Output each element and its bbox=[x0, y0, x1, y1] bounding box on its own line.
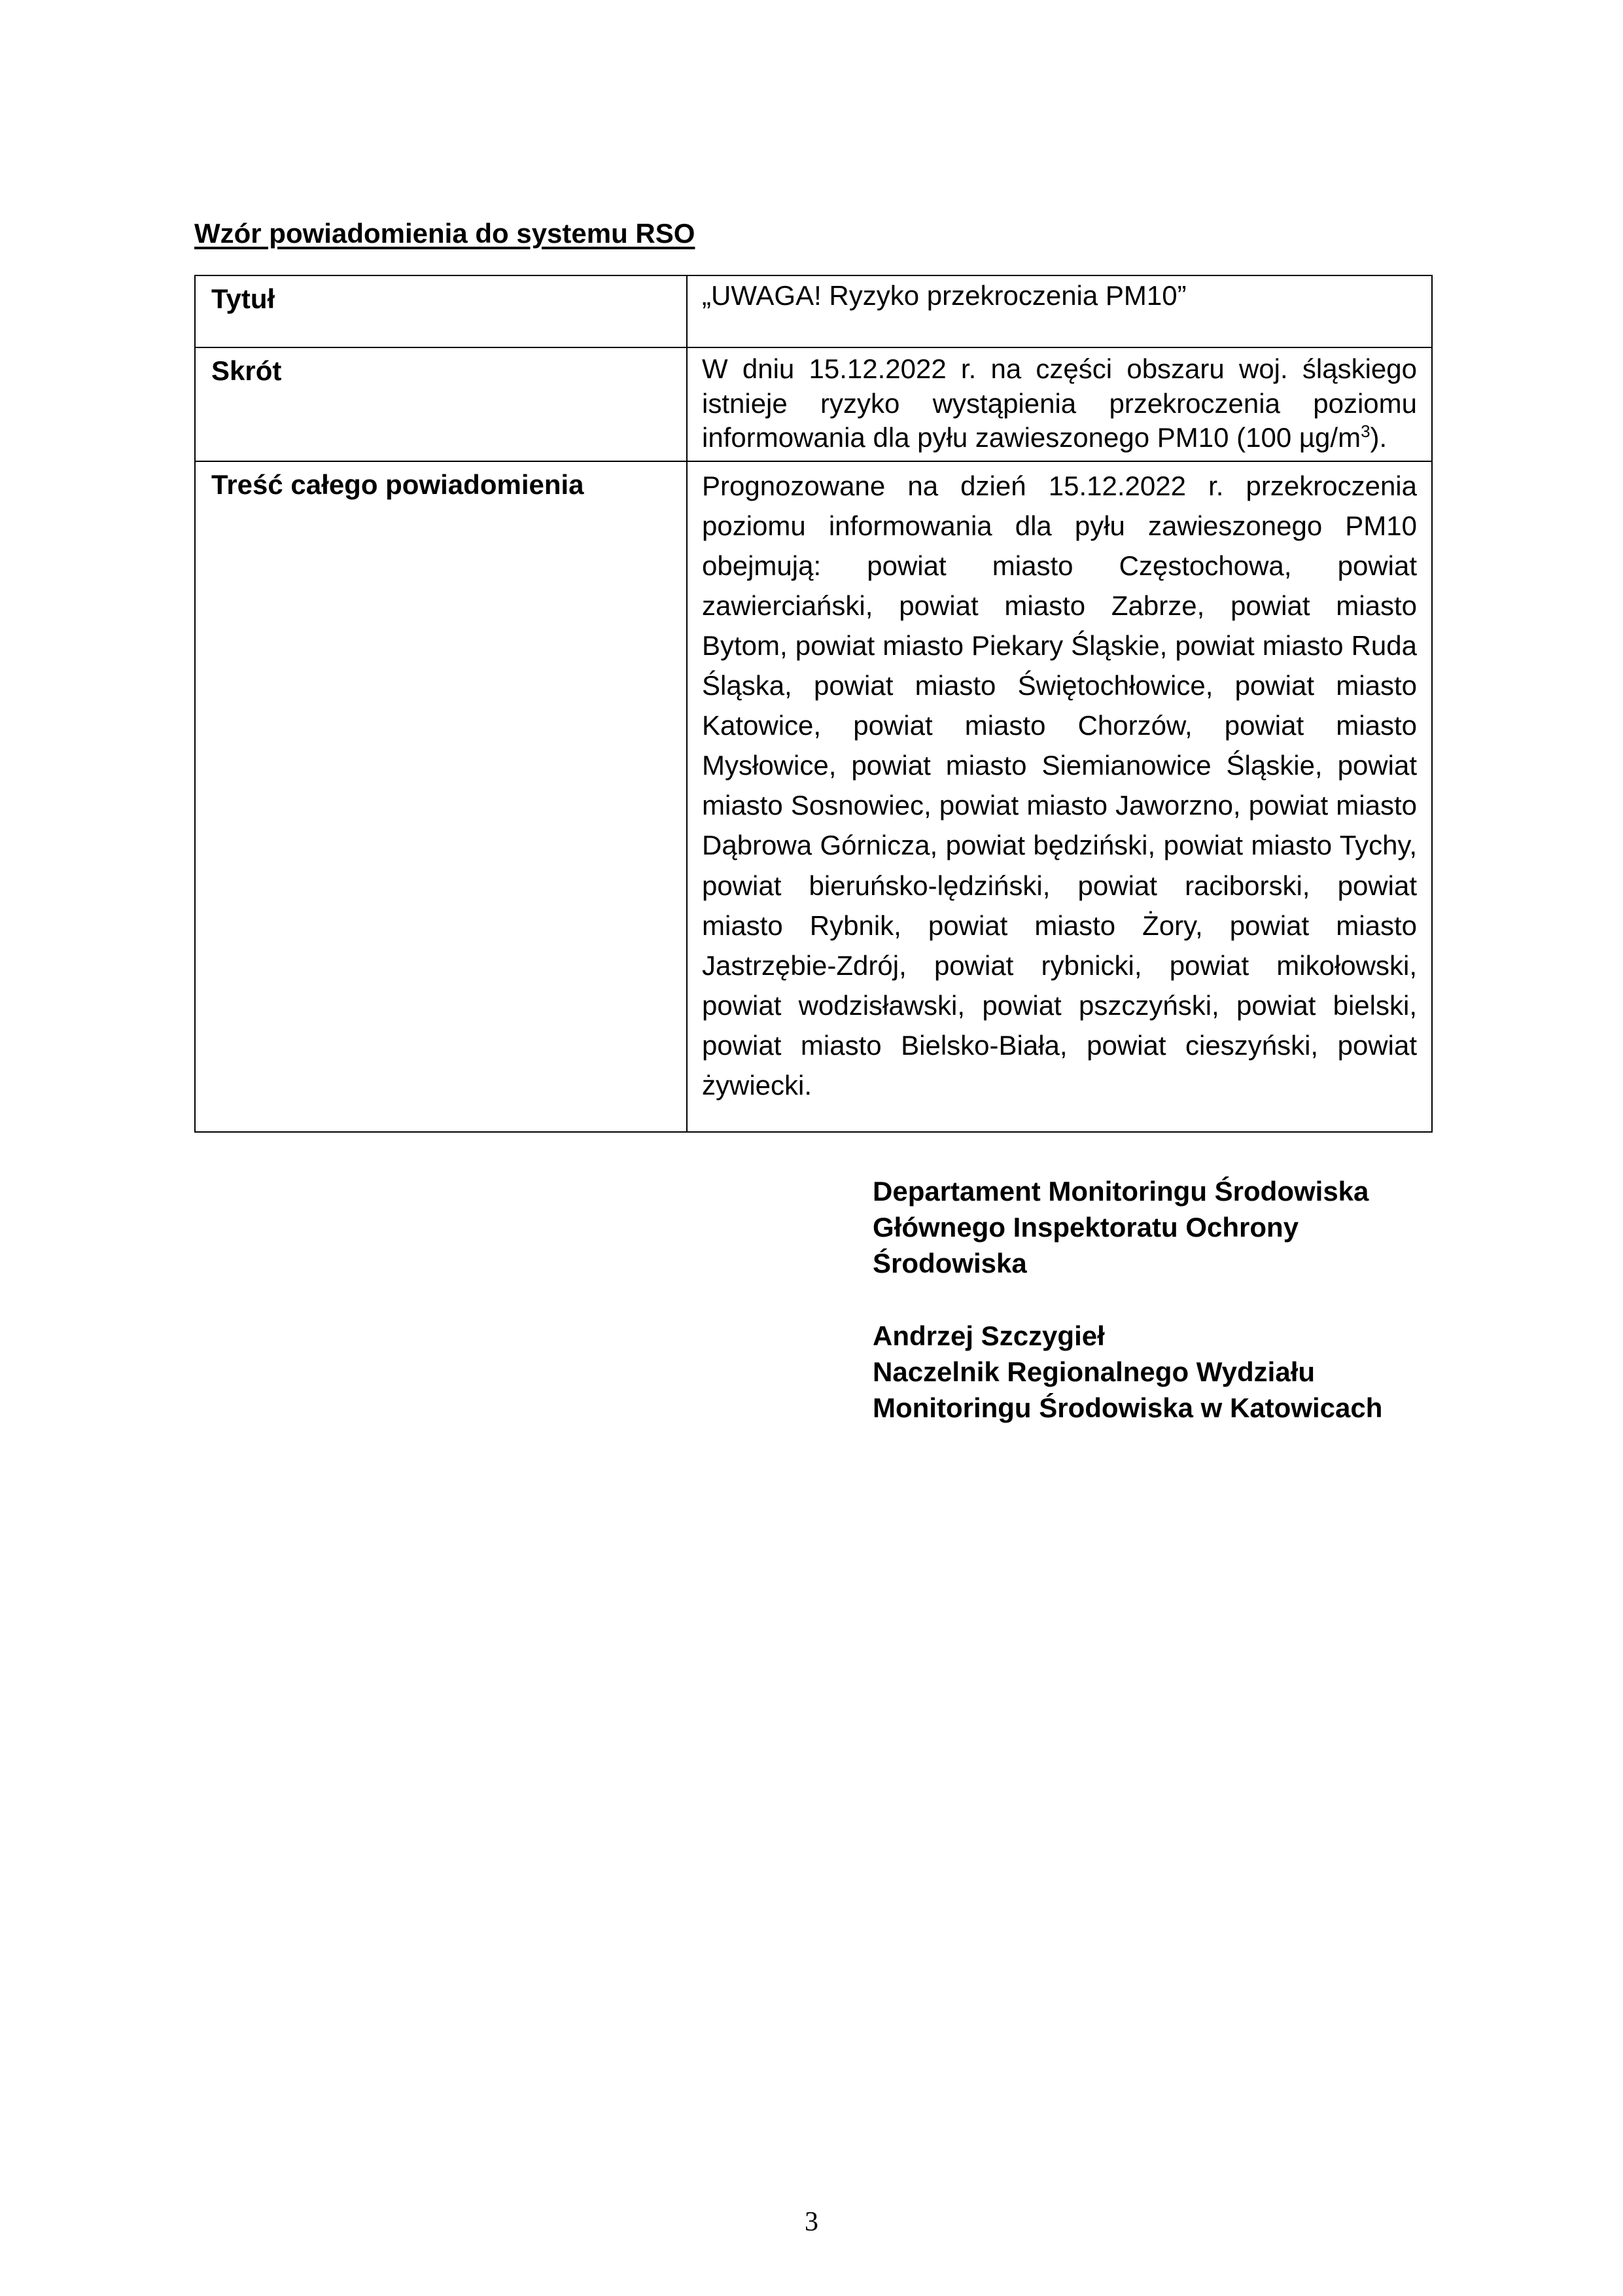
signature-block bbox=[873, 1173, 1382, 1426]
signature-department-line: Środowiska bbox=[873, 1248, 1027, 1279]
row-value-body: Prognozowane na dzień 15.12.2022 r. przekroczenia poziomu informowania dla pyłu zawieszonego PM10 obejmują: powiat miasto Częstochowa, powiat zawierciański, powiat miasto Zabrze, powiat miasto Bytom, powiat miasto Piekary Śląskie, powiat miasto Ruda Śląska, powiat miasto Świętochłowice, powiat miasto Katowice, powiat miasto Chorzów, powiat miasto Mysłowice, powiat miasto Siemianowice Śląskie, powiat miasto Sosnowiec, powiat miasto Jaworzno, powiat miasto Dąbrowa Górnicza, powiat będziński, powiat miasto Tychy, powiat bieruńsko-lędziński, powiat raciborski, powiat miasto Rybnik, powiat miasto Żory, powiat miasto Jastrzębie-Zdrój, powiat rybnicki, powiat mikołowski, powiat wodzisławski, powiat pszczyński, powiat bielski, powiat miasto Bielsko-Biała, powiat cieszyński, powiat żywiecki. bbox=[687, 461, 1432, 1133]
table-row-short bbox=[195, 347, 1432, 461]
row-label-body: Treść całego powiadomienia bbox=[195, 461, 687, 1133]
short-text-end: ). bbox=[1370, 422, 1387, 453]
signature-department-line: Głównego Inspektoratu Ochrony bbox=[873, 1212, 1299, 1243]
document-heading: Wzór powiadomienia do systemu RSO bbox=[194, 218, 695, 249]
table-row-title bbox=[195, 275, 1432, 347]
row-label-title: Tytuł bbox=[195, 275, 687, 347]
row-label-short: Skrót bbox=[195, 347, 687, 461]
row-value-title: „UWAGA! Ryzyko przekroczenia PM10” bbox=[687, 275, 1432, 347]
table-row-body bbox=[195, 461, 1432, 1133]
short-text-superscript: 3 bbox=[1361, 421, 1370, 441]
row-value-short bbox=[687, 347, 1432, 461]
page-number: 3 bbox=[805, 2207, 818, 2237]
signature-department-line: Departament Monitoringu Środowiska bbox=[873, 1176, 1369, 1207]
signature-name: Andrzej Szczygieł bbox=[873, 1320, 1105, 1352]
signature-position-line: Monitoringu Środowiska w Katowicach bbox=[873, 1392, 1383, 1424]
signature-position-line: Naczelnik Regionalnego Wydziału bbox=[873, 1356, 1316, 1388]
notification-template-table bbox=[194, 275, 1433, 1133]
short-text: W dniu 15.12.2022 r. na części obszaru woj. śląskiego istnieje ryzyko wystąpienia przekroczenia poziomu informowania dla pyłu zawieszonego PM10 (100 µg/m bbox=[702, 353, 1417, 453]
